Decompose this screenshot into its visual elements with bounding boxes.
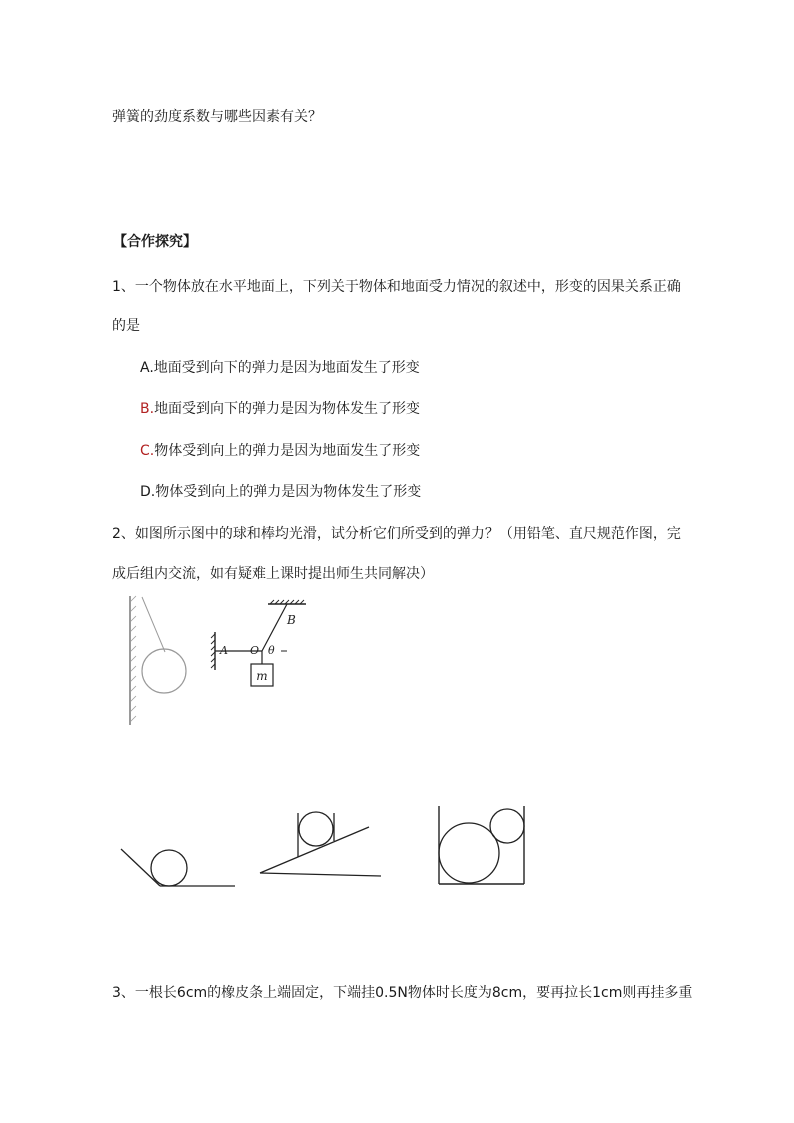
intro-question: 弹簧的劲度系数与哪些因素有关？ — [112, 109, 322, 125]
q1-option-c-letter: C. — [140, 443, 155, 459]
base-line — [260, 873, 381, 876]
hanging-ball — [142, 649, 186, 693]
figure-ball-in-corner — [121, 849, 235, 886]
incline-line — [260, 827, 369, 873]
q2-stem-line1: 2、如图所示图中的球和棒均光滑，试分析它们所受到的弹力？（用铅笔、直尺规范作图，完 — [112, 526, 681, 542]
q1-option-d-letter: D. — [140, 484, 156, 500]
label-b: B — [287, 613, 296, 627]
incline-left — [121, 849, 160, 886]
large-ball — [439, 823, 499, 883]
figure-two-balls-in-container — [439, 806, 524, 884]
q1-option-b-letter: B. — [140, 401, 155, 417]
q2-stem-line2: 成后组内交流，如有疑难上课时提出师生共同解决） — [112, 566, 434, 582]
q1-stem-line2: 的是 — [112, 318, 140, 334]
q1-option-b-text: 地面受到向下的弹力是因为物体发生了形变 — [154, 401, 421, 417]
incline-ball — [299, 812, 333, 846]
figure-ball-on-incline — [260, 812, 381, 876]
q3-stem-line1: 3、一根长6cm的橡皮条上端固定，下端挂0.5N物体时长度为8cm，要再拉长1cm则再挂多重 — [112, 985, 693, 1001]
q1-option-c-text: 物体受到向上的弹力是因为地面发生了形变 — [154, 443, 421, 459]
figure-ball-on-wall — [130, 596, 186, 725]
q1-option-a-letter: A. — [140, 360, 154, 376]
q1-option-d-text: 物体受到向上的弹力是因为物体发生了形变 — [155, 484, 422, 500]
label-m: m — [256, 669, 268, 683]
label-o: O — [250, 644, 260, 657]
corner-ball — [151, 850, 187, 886]
section-title: 【合作探究】 — [113, 234, 197, 250]
label-a: A — [220, 644, 228, 657]
figure-rod-and-mass — [211, 600, 306, 686]
small-ball — [490, 809, 524, 843]
q1-stem-line1: 1、一个物体放在水平地面上，下列关于物体和地面受力情况的叙述中，形变的因果关系正确 — [112, 279, 681, 295]
label-theta: θ — [268, 644, 275, 657]
q1-option-a-text: 地面受到向下的弹力是因为地面发生了形变 — [153, 360, 420, 376]
string-line — [142, 597, 165, 652]
